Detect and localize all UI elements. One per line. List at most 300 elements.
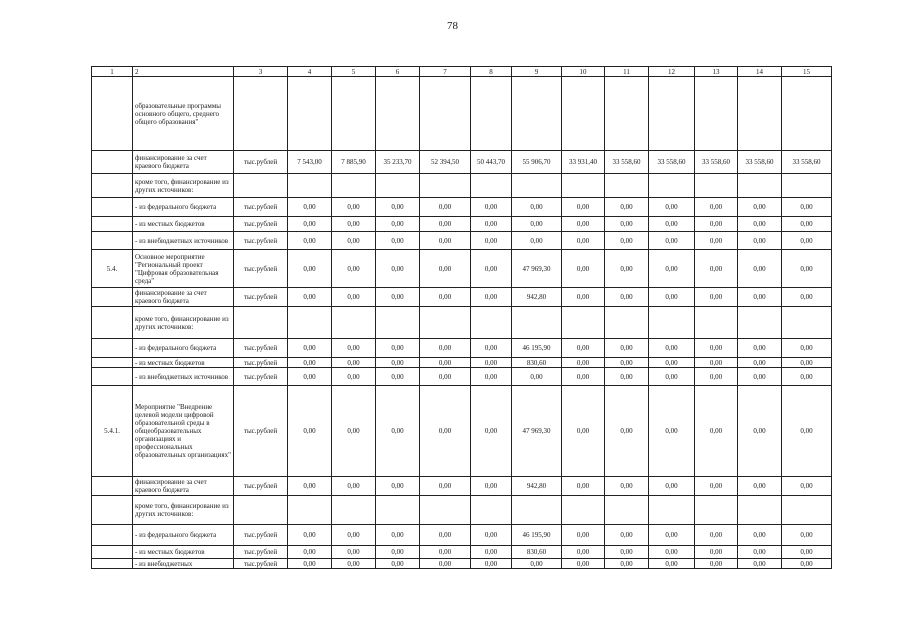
table-cell: 0,00 [782, 339, 832, 358]
table-cell [92, 151, 133, 174]
table-row [92, 198, 832, 217]
table-cell: 2 [133, 67, 234, 77]
table-cell [92, 525, 133, 546]
table-cell: 0,00 [695, 250, 738, 288]
table-cell [695, 496, 738, 525]
table-cell: 0,00 [332, 232, 376, 250]
table-cell: Мероприятие "Внедрение целевой модели цифровой образовательной среды в общеобразовательных организациях и профессиональных образовательных организациях" [133, 386, 234, 477]
table-cell: 0,00 [562, 217, 605, 232]
table-cell: 0,00 [376, 198, 420, 217]
table-cell: 0,00 [605, 358, 649, 368]
table-cell [332, 496, 376, 525]
table-cell: тыс.рублей [234, 198, 288, 217]
table-row [92, 250, 832, 288]
table-cell [605, 307, 649, 339]
table-cell: 0,00 [288, 288, 332, 307]
table-cell [562, 174, 605, 198]
table-cell [512, 496, 562, 525]
table-cell [738, 174, 782, 198]
table-cell: 14 [738, 67, 782, 77]
table-cell: 0,00 [562, 339, 605, 358]
table-cell: 0,00 [512, 368, 562, 386]
table-cell: 0,00 [288, 546, 332, 559]
table-cell [782, 307, 832, 339]
table-cell: 942,80 [512, 477, 562, 496]
table-cell [376, 496, 420, 525]
table-cell: 6 [376, 67, 420, 77]
table-cell: 0,00 [562, 232, 605, 250]
table-cell: 0,00 [420, 477, 471, 496]
table-cell: 0,00 [288, 198, 332, 217]
table-cell: 0,00 [782, 217, 832, 232]
table-cell: 0,00 [695, 339, 738, 358]
table-cell: 0,00 [376, 232, 420, 250]
table-cell: 0,00 [562, 525, 605, 546]
table-cell: 0,00 [695, 198, 738, 217]
table-cell [92, 477, 133, 496]
table-cell: 0,00 [695, 288, 738, 307]
table-cell: 0,00 [738, 477, 782, 496]
table-cell: 55 906,70 [512, 151, 562, 174]
table-row [92, 77, 832, 151]
table-cell: 0,00 [695, 232, 738, 250]
table-cell: 46 195,90 [512, 339, 562, 358]
table-cell: 0,00 [420, 339, 471, 358]
table-cell: 0,00 [782, 198, 832, 217]
table-row [92, 232, 832, 250]
table-row [92, 339, 832, 358]
table-cell: 0,00 [376, 368, 420, 386]
table-cell: 33 931,40 [562, 151, 605, 174]
table-cell: 0,00 [562, 358, 605, 368]
table-cell: 0,00 [562, 386, 605, 477]
table-cell: 10 [562, 67, 605, 77]
table-cell: 0,00 [649, 339, 695, 358]
table-cell: 0,00 [738, 250, 782, 288]
table-cell: 0,00 [332, 217, 376, 232]
table-cell [332, 174, 376, 198]
table-cell: 0,00 [562, 198, 605, 217]
table-cell: тыс.рублей [234, 368, 288, 386]
table-cell: 0,00 [471, 525, 512, 546]
table-cell: 0,00 [288, 477, 332, 496]
table-cell [92, 77, 133, 151]
table-cell [92, 232, 133, 250]
table-cell: - из федерального бюджета [133, 198, 234, 217]
table-cell: 0,00 [288, 232, 332, 250]
table-cell: кроме того, финансирование из других источников: [133, 496, 234, 525]
table-cell [234, 496, 288, 525]
table-row [92, 559, 832, 569]
table-cell: 0,00 [605, 477, 649, 496]
table-cell: 0,00 [376, 546, 420, 559]
table-cell [782, 174, 832, 198]
table-cell: 0,00 [562, 477, 605, 496]
table-row [92, 151, 832, 174]
table-cell: 15 [782, 67, 832, 77]
table-cell: 0,00 [782, 250, 832, 288]
table-cell [92, 288, 133, 307]
table-cell: 0,00 [649, 288, 695, 307]
table-cell: тыс.рублей [234, 546, 288, 559]
table-cell: 0,00 [695, 358, 738, 368]
table-cell: 0,00 [332, 250, 376, 288]
table-cell: 0,00 [471, 358, 512, 368]
table-cell [234, 77, 288, 151]
table-cell [332, 77, 376, 151]
table-cell: 0,00 [649, 250, 695, 288]
table-cell: 0,00 [695, 217, 738, 232]
table-cell: 7 885,90 [332, 151, 376, 174]
table-cell: 0,00 [649, 386, 695, 477]
table-cell: образовательные программы основного общего, среднего общего образования" [133, 77, 234, 151]
table-cell [649, 174, 695, 198]
table-cell: 0,00 [782, 368, 832, 386]
table-cell [92, 307, 133, 339]
table-cell [420, 496, 471, 525]
table-cell [738, 307, 782, 339]
table-cell: 0,00 [605, 339, 649, 358]
table-cell: 0,00 [288, 559, 332, 569]
table-cell: 0,00 [649, 559, 695, 569]
table-cell [92, 496, 133, 525]
table-cell: 0,00 [512, 559, 562, 569]
table-cell: 0,00 [332, 386, 376, 477]
table-cell: 0,00 [471, 546, 512, 559]
table-cell: 0,00 [420, 386, 471, 477]
table-row [92, 307, 832, 339]
table-cell: 0,00 [605, 386, 649, 477]
table-cell: 0,00 [332, 198, 376, 217]
table-cell: 0,00 [649, 525, 695, 546]
table-cell: 0,00 [420, 559, 471, 569]
table-cell: 1 [92, 67, 133, 77]
table-cell: 0,00 [376, 386, 420, 477]
table-cell: 0,00 [376, 477, 420, 496]
table-cell [605, 174, 649, 198]
table-cell: 3 [234, 67, 288, 77]
table-cell: 47 969,30 [512, 386, 562, 477]
table-cell: 0,00 [471, 288, 512, 307]
table-cell: 46 195,90 [512, 525, 562, 546]
table-cell [420, 307, 471, 339]
header-row [92, 67, 832, 77]
table-cell [471, 307, 512, 339]
table-cell: 0,00 [332, 559, 376, 569]
table-cell [512, 307, 562, 339]
table-row [92, 368, 832, 386]
table-cell: 0,00 [782, 358, 832, 368]
table-body [92, 67, 832, 569]
table-cell: 0,00 [471, 250, 512, 288]
table-cell [512, 174, 562, 198]
table-row [92, 496, 832, 525]
table-cell: 0,00 [738, 525, 782, 546]
table-cell [649, 496, 695, 525]
table-row [92, 546, 832, 559]
table-cell: - из внебюджетных [133, 559, 234, 569]
table-cell [92, 339, 133, 358]
table-row [92, 174, 832, 198]
table-cell: 0,00 [471, 339, 512, 358]
table-cell: 0,00 [288, 368, 332, 386]
table-cell: 0,00 [420, 546, 471, 559]
table-row [92, 217, 832, 232]
table-cell: 33 558,60 [605, 151, 649, 174]
table-cell [738, 496, 782, 525]
table-cell: 0,00 [605, 368, 649, 386]
table-cell: тыс.рублей [234, 358, 288, 368]
table-cell: 0,00 [332, 358, 376, 368]
table-cell: 0,00 [288, 339, 332, 358]
table-cell: 5 [332, 67, 376, 77]
table-cell: 0,00 [562, 368, 605, 386]
table-cell: 0,00 [695, 477, 738, 496]
table-cell: 0,00 [332, 288, 376, 307]
table-cell: 0,00 [605, 546, 649, 559]
table-cell: 0,00 [376, 250, 420, 288]
table-cell: 13 [695, 67, 738, 77]
table-cell: тыс.рублей [234, 477, 288, 496]
budget-table [91, 66, 832, 569]
table-cell: 0,00 [738, 288, 782, 307]
table-cell [92, 546, 133, 559]
table-cell: 7 543,00 [288, 151, 332, 174]
table-cell: 0,00 [471, 232, 512, 250]
table-cell: 47 969,30 [512, 250, 562, 288]
table-cell [288, 496, 332, 525]
table-cell: финансирование за счет краевого бюджета [133, 477, 234, 496]
table-cell: 0,00 [605, 559, 649, 569]
table-cell: 0,00 [649, 358, 695, 368]
table-cell: 0,00 [738, 217, 782, 232]
table-cell: 0,00 [562, 250, 605, 288]
table-cell: 0,00 [695, 559, 738, 569]
table-cell [782, 496, 832, 525]
table-cell: 12 [649, 67, 695, 77]
table-cell: 0,00 [420, 198, 471, 217]
table-cell [234, 307, 288, 339]
table-cell: 0,00 [649, 368, 695, 386]
table-cell: 0,00 [738, 358, 782, 368]
table-cell: 5.4. [92, 250, 133, 288]
table-cell: 52 394,50 [420, 151, 471, 174]
table-cell [649, 307, 695, 339]
table-cell: тыс.рублей [234, 386, 288, 477]
table-cell: 0,00 [695, 525, 738, 546]
table-cell [376, 77, 420, 151]
table-cell: 0,00 [782, 288, 832, 307]
table-cell: кроме того, финансирование из других источников: [133, 174, 234, 198]
table-cell: 0,00 [288, 386, 332, 477]
table-cell: 33 558,60 [738, 151, 782, 174]
table-cell: 0,00 [649, 217, 695, 232]
table-cell: 0,00 [738, 386, 782, 477]
table-cell [562, 307, 605, 339]
table-cell: 0,00 [782, 386, 832, 477]
table-cell [695, 307, 738, 339]
table-cell: финансирование за счет краевого бюджета [133, 151, 234, 174]
table-row [92, 477, 832, 496]
table-cell [376, 174, 420, 198]
table-cell [782, 77, 832, 151]
table-cell [288, 174, 332, 198]
table-cell [471, 77, 512, 151]
table-cell [92, 559, 133, 569]
table-cell: 0,00 [649, 198, 695, 217]
table-cell: Основное мероприятие "Региональный проект "Цифровая образовательная среда" [133, 250, 234, 288]
table-cell: 0,00 [649, 546, 695, 559]
table-cell: 0,00 [782, 232, 832, 250]
table-cell: кроме того, финансирование из других источников: [133, 307, 234, 339]
table-cell: 0,00 [605, 232, 649, 250]
table-row [92, 358, 832, 368]
table-cell: 0,00 [605, 525, 649, 546]
table-cell: 0,00 [738, 368, 782, 386]
table-cell: 0,00 [738, 546, 782, 559]
table-cell [605, 77, 649, 151]
table-cell [738, 77, 782, 151]
table-cell: - из местных бюджетов [133, 358, 234, 368]
table-cell [376, 307, 420, 339]
table-cell: тыс.рублей [234, 525, 288, 546]
table-cell: тыс.рублей [234, 151, 288, 174]
table-cell: 0,00 [605, 198, 649, 217]
table-cell: 5.4.1. [92, 386, 133, 477]
table-cell: 0,00 [782, 525, 832, 546]
table-cell: 0,00 [471, 477, 512, 496]
table-cell: 11 [605, 67, 649, 77]
table-cell: 9 [512, 67, 562, 77]
table-cell: 0,00 [376, 288, 420, 307]
table-cell [695, 77, 738, 151]
table-cell: 0,00 [649, 232, 695, 250]
table-cell: тыс.рублей [234, 232, 288, 250]
table-cell: 0,00 [695, 546, 738, 559]
table-row [92, 288, 832, 307]
table-cell: 0,00 [738, 339, 782, 358]
table-cell: 35 233,70 [376, 151, 420, 174]
table-cell: 0,00 [332, 339, 376, 358]
table-cell: 0,00 [512, 198, 562, 217]
table-cell [288, 307, 332, 339]
table-cell: 0,00 [376, 339, 420, 358]
table-cell [605, 496, 649, 525]
table-cell: 0,00 [695, 368, 738, 386]
table-cell: 0,00 [605, 250, 649, 288]
table-cell: 0,00 [782, 477, 832, 496]
table-cell: 0,00 [420, 368, 471, 386]
table-cell: тыс.рублей [234, 559, 288, 569]
table-cell [471, 496, 512, 525]
table-cell: 942,80 [512, 288, 562, 307]
table-cell: 33 558,60 [649, 151, 695, 174]
table-cell [471, 174, 512, 198]
table-cell [420, 174, 471, 198]
table-cell [649, 77, 695, 151]
table-cell: 0,00 [332, 525, 376, 546]
table-cell: 8 [471, 67, 512, 77]
table-cell: 0,00 [512, 232, 562, 250]
table-cell: 0,00 [376, 217, 420, 232]
table-cell: 0,00 [376, 358, 420, 368]
table-cell: 0,00 [562, 546, 605, 559]
table-cell: 830,60 [512, 546, 562, 559]
table-cell: 0,00 [420, 358, 471, 368]
table-cell: тыс.рублей [234, 339, 288, 358]
table-cell: тыс.рублей [234, 217, 288, 232]
page-number: 78 [447, 20, 458, 32]
table-cell [420, 77, 471, 151]
table-cell: 0,00 [471, 368, 512, 386]
table-cell [288, 77, 332, 151]
table-cell: 0,00 [288, 358, 332, 368]
table-cell: 0,00 [471, 198, 512, 217]
table-cell: 0,00 [512, 217, 562, 232]
table-cell: 33 558,60 [695, 151, 738, 174]
table-cell: - из местных бюджетов [133, 546, 234, 559]
table-cell [695, 174, 738, 198]
table-cell: 7 [420, 67, 471, 77]
table-cell: 0,00 [288, 217, 332, 232]
table-cell: - из местных бюджетов [133, 217, 234, 232]
table-cell: 0,00 [605, 217, 649, 232]
table-cell: 0,00 [420, 217, 471, 232]
table-cell: 0,00 [782, 546, 832, 559]
table-cell: 4 [288, 67, 332, 77]
table-cell: 0,00 [738, 198, 782, 217]
table-cell: тыс.рублей [234, 288, 288, 307]
table-cell: 0,00 [471, 217, 512, 232]
table-cell: тыс.рублей [234, 250, 288, 288]
table-cell: 0,00 [782, 559, 832, 569]
table-cell: 33 558,60 [782, 151, 832, 174]
table-row [92, 525, 832, 546]
table-cell: 0,00 [471, 386, 512, 477]
table-cell: 0,00 [332, 368, 376, 386]
table-cell: - из федерального бюджета [133, 525, 234, 546]
table-cell: - из федерального бюджета [133, 339, 234, 358]
table-cell [332, 307, 376, 339]
table-cell: 0,00 [288, 250, 332, 288]
table-cell [234, 174, 288, 198]
table-cell: 0,00 [649, 477, 695, 496]
table-cell [92, 368, 133, 386]
table-cell: 0,00 [562, 288, 605, 307]
table-cell: 0,00 [376, 559, 420, 569]
table-cell: 0,00 [738, 559, 782, 569]
table-cell [92, 217, 133, 232]
table-cell: 0,00 [562, 559, 605, 569]
table-cell: 50 443,70 [471, 151, 512, 174]
table-cell: 0,00 [420, 288, 471, 307]
table-cell: - из внебюджетных источников [133, 368, 234, 386]
table-cell: 0,00 [332, 546, 376, 559]
table-cell: 0,00 [605, 288, 649, 307]
table-cell [562, 496, 605, 525]
table-cell: 0,00 [695, 386, 738, 477]
table-cell: 0,00 [420, 525, 471, 546]
table-row [92, 386, 832, 477]
table-cell: 0,00 [420, 232, 471, 250]
table-cell: 0,00 [376, 525, 420, 546]
table-cell [92, 358, 133, 368]
table-cell: 0,00 [420, 250, 471, 288]
table-cell [562, 77, 605, 151]
table-cell: финансирование за счет краевого бюджета [133, 288, 234, 307]
table-cell: - из внебюджетных источников [133, 232, 234, 250]
table-cell [512, 77, 562, 151]
